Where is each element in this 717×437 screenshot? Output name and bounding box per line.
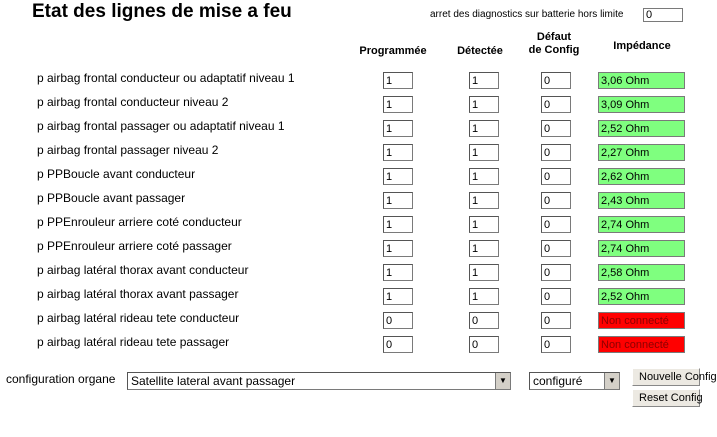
state-select-value: configuré: [533, 374, 583, 388]
row-label: p airbag frontal conducteur niveau 2: [37, 95, 229, 109]
defaut-config-field[interactable]: [541, 192, 571, 209]
row-label: p airbag latéral rideau tete passager: [37, 335, 230, 349]
chevron-down-icon[interactable]: ▼: [495, 373, 510, 389]
detectee-field[interactable]: [469, 264, 499, 281]
new-config-button[interactable]: Nouvelle Config: [632, 368, 700, 386]
impedance-value: 2,62 Ohm: [598, 168, 685, 185]
programmee-field[interactable]: [383, 288, 413, 305]
impedance-value: 2,43 Ohm: [598, 192, 685, 209]
organe-select-value: Satellite lateral avant passager: [131, 374, 296, 388]
programmee-field[interactable]: [383, 168, 413, 185]
programmee-field[interactable]: [383, 264, 413, 281]
defaut-config-field[interactable]: [541, 216, 571, 233]
defaut-config-field[interactable]: [541, 264, 571, 281]
config-label: configuration organe: [6, 372, 116, 386]
impedance-value: Non connecté: [598, 312, 685, 329]
programmee-field[interactable]: [383, 240, 413, 257]
row-label: p PPBoucle avant conducteur: [37, 167, 196, 181]
row-label: p airbag frontal conducteur ou adaptatif niveau 1: [37, 71, 295, 85]
organe-select[interactable]: [127, 372, 511, 390]
row-label: p PPEnrouleur arriere coté passager: [37, 239, 232, 253]
header-defaut: [519, 31, 589, 57]
defaut-config-field[interactable]: [541, 336, 571, 353]
header-defaut-line1: Défaut: [536, 31, 572, 43]
defaut-config-field[interactable]: [541, 144, 571, 161]
row-label: p airbag frontal passager niveau 2: [37, 143, 219, 157]
reset-config-button[interactable]: Reset Config: [632, 389, 700, 407]
detectee-field[interactable]: [469, 312, 499, 329]
detectee-field[interactable]: [469, 216, 499, 233]
header-impedance: Impédance: [613, 40, 671, 52]
programmee-field[interactable]: [383, 216, 413, 233]
row-label: p PPBoucle avant passager: [37, 191, 186, 205]
detectee-field[interactable]: [469, 72, 499, 89]
detectee-field[interactable]: [469, 96, 499, 113]
programmee-field[interactable]: [383, 336, 413, 353]
row-label: p airbag latéral thorax avant conducteur: [37, 263, 249, 277]
impedance-value: 2,27 Ohm: [598, 144, 685, 161]
row-label: p airbag frontal passager ou adaptatif niveau 1: [37, 119, 285, 133]
defaut-config-field[interactable]: [541, 96, 571, 113]
header-detectee: Détectée: [457, 45, 503, 57]
detectee-field[interactable]: [469, 288, 499, 305]
defaut-config-field[interactable]: [541, 120, 571, 137]
programmee-field[interactable]: [383, 144, 413, 161]
detectee-field[interactable]: [469, 168, 499, 185]
detectee-field[interactable]: [469, 144, 499, 161]
row-label: p airbag latéral thorax avant passager: [37, 287, 239, 301]
impedance-value: 3,06 Ohm: [598, 72, 685, 89]
programmee-field[interactable]: [383, 72, 413, 89]
impedance-value: 2,74 Ohm: [598, 216, 685, 233]
chevron-down-icon[interactable]: ▼: [604, 373, 619, 389]
detectee-field[interactable]: [469, 192, 499, 209]
impedance-value: 3,09 Ohm: [598, 96, 685, 113]
detectee-field[interactable]: [469, 240, 499, 257]
impedance-value: 2,52 Ohm: [598, 120, 685, 137]
defaut-config-field[interactable]: [541, 288, 571, 305]
impedance-value: 2,74 Ohm: [598, 240, 685, 257]
impedance-value: 2,52 Ohm: [598, 288, 685, 305]
header-programmee: Programmée: [359, 45, 427, 57]
state-select[interactable]: [529, 372, 620, 390]
diagnostics-label: arret des diagnostics sur batterie hors limite: [430, 9, 624, 20]
diagnostics-input[interactable]: [643, 8, 683, 22]
row-label: p PPEnrouleur arriere coté conducteur: [37, 215, 242, 229]
impedance-value: Non connecté: [598, 336, 685, 353]
programmee-field[interactable]: [383, 192, 413, 209]
defaut-config-field[interactable]: [541, 168, 571, 185]
row-label: p airbag latéral rideau tete conducteur: [37, 311, 240, 325]
impedance-value: 2,58 Ohm: [598, 264, 685, 281]
detectee-field[interactable]: [469, 336, 499, 353]
programmee-field[interactable]: [383, 120, 413, 137]
programmee-field[interactable]: [383, 96, 413, 113]
header-defaut-line2: de Config: [528, 44, 580, 56]
defaut-config-field[interactable]: [541, 72, 571, 89]
detectee-field[interactable]: [469, 120, 499, 137]
programmee-field[interactable]: [383, 312, 413, 329]
defaut-config-field[interactable]: [541, 240, 571, 257]
defaut-config-field[interactable]: [541, 312, 571, 329]
page-title: Etat des lignes de mise a feu: [32, 1, 292, 22]
